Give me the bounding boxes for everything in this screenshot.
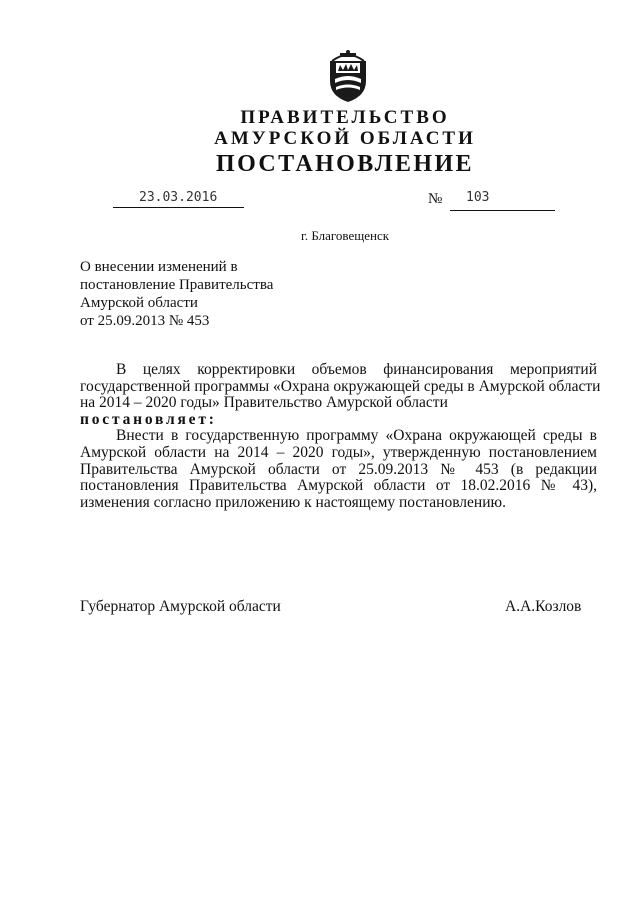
date-underline (113, 207, 244, 208)
date-field (113, 190, 244, 208)
signer-position: Губернатор Амурской области (80, 598, 281, 615)
decree-word: постановляет: (80, 410, 217, 428)
document-date: 23.03.2016 (139, 190, 218, 205)
subject-line: от 25.09.2013 № 453 (80, 313, 210, 329)
paragraph-line: Внести в государственную программу «Охрана окружающей среды в (116, 427, 597, 445)
number-field (428, 190, 555, 211)
paragraph-line: Правительства Амурской области от 25.09.2013 № 453 (в редакции (80, 460, 597, 478)
document-subject (80, 258, 273, 330)
government-name-line2: АМУРСКОЙ ОБЛАСТИ (214, 128, 476, 149)
number-sign: № (428, 191, 443, 207)
signer-name: А.А.Козлов (505, 598, 582, 615)
subject-line: Амурской области (80, 295, 198, 311)
document-body (80, 361, 601, 511)
document-number: 103 (466, 190, 490, 205)
paragraph-line: Амурской области на 2014 – 2020 годы», утвержденную постановлением (80, 443, 597, 461)
paragraph-line: изменения согласно приложению к настоящему постановлению. (80, 493, 506, 511)
paragraph-line: постановления Правительства Амурской области от 18.02.2016 № 43), (80, 477, 597, 495)
document-type-title: ПОСТАНОВЛЕНИЕ (216, 151, 474, 177)
subject-line: О внесении изменений в (80, 259, 238, 275)
paragraph-line: В целях корректировки объемов финансирования мероприятий (116, 361, 597, 378)
paragraph-line: государственной программы «Охрана окружающей среды в Амурской области (80, 377, 601, 395)
city-name: г. Благовещенск (300, 228, 390, 243)
number-underline (450, 210, 555, 211)
government-name-line1: ПРАВИТЕЛЬСТВО (240, 107, 450, 128)
coat-of-arms-icon (326, 47, 370, 103)
subject-line: постановление Правительства (80, 277, 274, 293)
paragraph-line: на 2014 – 2020 годы» Правительство Амурской области (80, 394, 448, 412)
